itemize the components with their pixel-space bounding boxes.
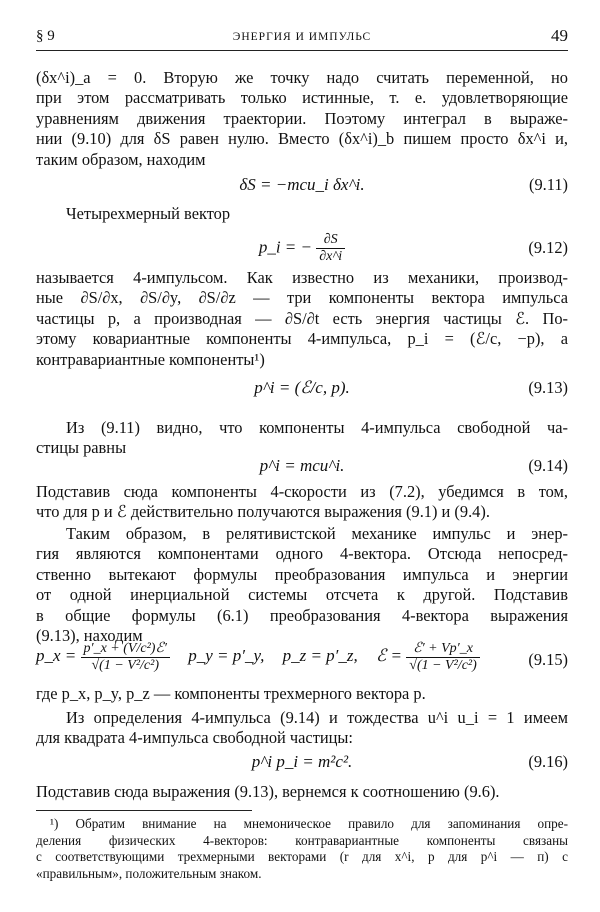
text-line: (δx^i)_a = 0. Вторую же точку надо считать переменной, но xyxy=(36,68,568,87)
text-line: что для p и ℰ действительно получаются выражения (9.1) и (9.4). xyxy=(36,502,490,522)
equation-body xyxy=(36,232,568,265)
equation-lhs: p_i = − xyxy=(258,237,312,257)
footnote-line: ¹) Обратим внимание на мнемоническое правило для запоминания опре- xyxy=(50,816,568,831)
energy-fraction xyxy=(406,640,480,674)
text-line: этому ковариантные компоненты 4-импульса, p_i = (ℰ/c, −p), а xyxy=(36,329,568,349)
text-line: где p_x, p_y, p_z — компоненты трехмерного вектора p. xyxy=(36,684,426,703)
paragraph-9 xyxy=(36,782,568,802)
text-line: Из (9.11) видно, что компоненты 4-импульса свободной ча- xyxy=(66,418,568,437)
page-number: 49 xyxy=(551,26,568,45)
pz-expression: p_z = p′_z, xyxy=(282,645,358,665)
equation-body: p^i = (ℰ/c, p). xyxy=(254,378,350,397)
fraction-denominator: √(1 − V²/c²) xyxy=(91,658,160,673)
equation-9-15 xyxy=(36,640,568,684)
equation-9-11 xyxy=(36,175,568,205)
text-line: Из определения 4-импульса (9.14) и тождества u^i u_i = 1 имеем xyxy=(66,708,568,727)
equation-9-12 xyxy=(36,228,568,268)
equation-9-16 xyxy=(36,752,568,782)
text-line: частицы p, а производная — ∂S/∂t есть энергия частицы ℰ. По- xyxy=(36,308,568,328)
equation-body: p^i = mcu^i. xyxy=(259,456,345,475)
chapter-title: ЭНЕРГИЯ И ИМПУЛЬС xyxy=(232,31,372,43)
text-line: от одной инерциальной системы отсчета к другой. Подставив xyxy=(36,585,568,605)
footnote xyxy=(36,816,568,882)
text-line: (9.13), находим xyxy=(36,626,143,646)
fraction-numerator: ∂S xyxy=(316,232,345,249)
text-line: в общие формулы (6.1) преобразования 4-вектора выражения xyxy=(36,605,568,625)
footnote-rule xyxy=(36,810,252,811)
equation-body xyxy=(36,640,480,674)
text-line: уравнениям движения траектории. Поэтому интеграл в выраже- xyxy=(36,108,568,128)
paragraph-7 xyxy=(36,684,568,704)
equation-number: (9.13) xyxy=(528,378,568,397)
footnote-line: с соответствующими трехмерными векторами (r для x^i, p для p^i — п) с xyxy=(36,849,568,865)
fraction-denominator: √(1 − V²/c²) xyxy=(409,658,477,673)
text-line: нии (9.10) для δS равен нулю. Вместо (δx^i)_b пишем просто δx^i и, xyxy=(36,129,568,149)
equation-body: p^i p_i = m²c². xyxy=(251,752,353,771)
paragraph-8 xyxy=(36,708,568,749)
paragraph-4 xyxy=(36,418,568,459)
text-line: таким образом, находим xyxy=(36,149,206,169)
text-line: Четырехмерный вектор xyxy=(66,204,231,223)
text-line: Подставив сюда компоненты 4-скорости из (7.2), убедимся в том, xyxy=(36,482,568,501)
paragraph-1 xyxy=(36,68,568,170)
text-line: для квадрата 4-импульса свободной частицы: xyxy=(36,728,353,748)
paragraph-2 xyxy=(36,204,568,224)
equation-body: δS = −mcu_i δx^i. xyxy=(239,175,365,194)
text-line: называется 4-импульсом. Как известно из механики, производ- xyxy=(36,268,568,287)
equation-number: (9.12) xyxy=(528,238,568,257)
paragraph-5 xyxy=(36,482,568,523)
footnote-line: «правильным», положительным знаком. xyxy=(36,865,262,881)
running-header xyxy=(36,26,568,51)
paragraph-3 xyxy=(36,268,568,370)
text-line: контравариантные компоненты¹) xyxy=(36,349,265,369)
fraction-denominator: ∂x^i xyxy=(319,249,343,264)
equation-number: (9.15) xyxy=(528,650,568,669)
equation-number: (9.14) xyxy=(528,456,568,475)
fraction xyxy=(316,232,345,265)
paragraph-6 xyxy=(36,524,568,646)
text-line: ные ∂S/∂x, ∂S/∂y, ∂S/∂z — три компоненты вектора импульса xyxy=(36,288,568,308)
energy-lhs: ℰ = xyxy=(376,645,403,665)
equation-9-13 xyxy=(36,378,568,408)
fraction-numerator: p′_x + (V/c²)ℰ′ xyxy=(81,640,170,658)
equation-number: (9.16) xyxy=(528,752,568,771)
text-line: при этом рассматривать только истинные, т. е. удовлетворяющие xyxy=(36,88,568,108)
section-number: § 9 xyxy=(36,28,55,44)
px-lhs: p_x = xyxy=(36,645,77,665)
footnote-line: деления физических 4-векторов: контравариантные компоненты связаны xyxy=(36,832,568,848)
text-line: ственно вытекают формулы преобразования импульса и энергии xyxy=(36,564,568,584)
fraction-numerator: ℰ′ + Vp′_x xyxy=(406,640,480,658)
equation-number: (9.11) xyxy=(529,175,568,194)
py-expression: p_y = p′_y, xyxy=(188,645,265,665)
text-line: гия являются компонентами одного 4-вектора. Отсюда непосред- xyxy=(36,544,568,564)
text-line: стицы равны xyxy=(36,438,127,458)
text-line: Таким образом, в релятивистской механике импульс и энер- xyxy=(66,524,568,543)
px-fraction xyxy=(81,640,170,674)
text-line: Подставив сюда выражения (9.13), вернемся к соотношению (9.6). xyxy=(36,782,500,801)
